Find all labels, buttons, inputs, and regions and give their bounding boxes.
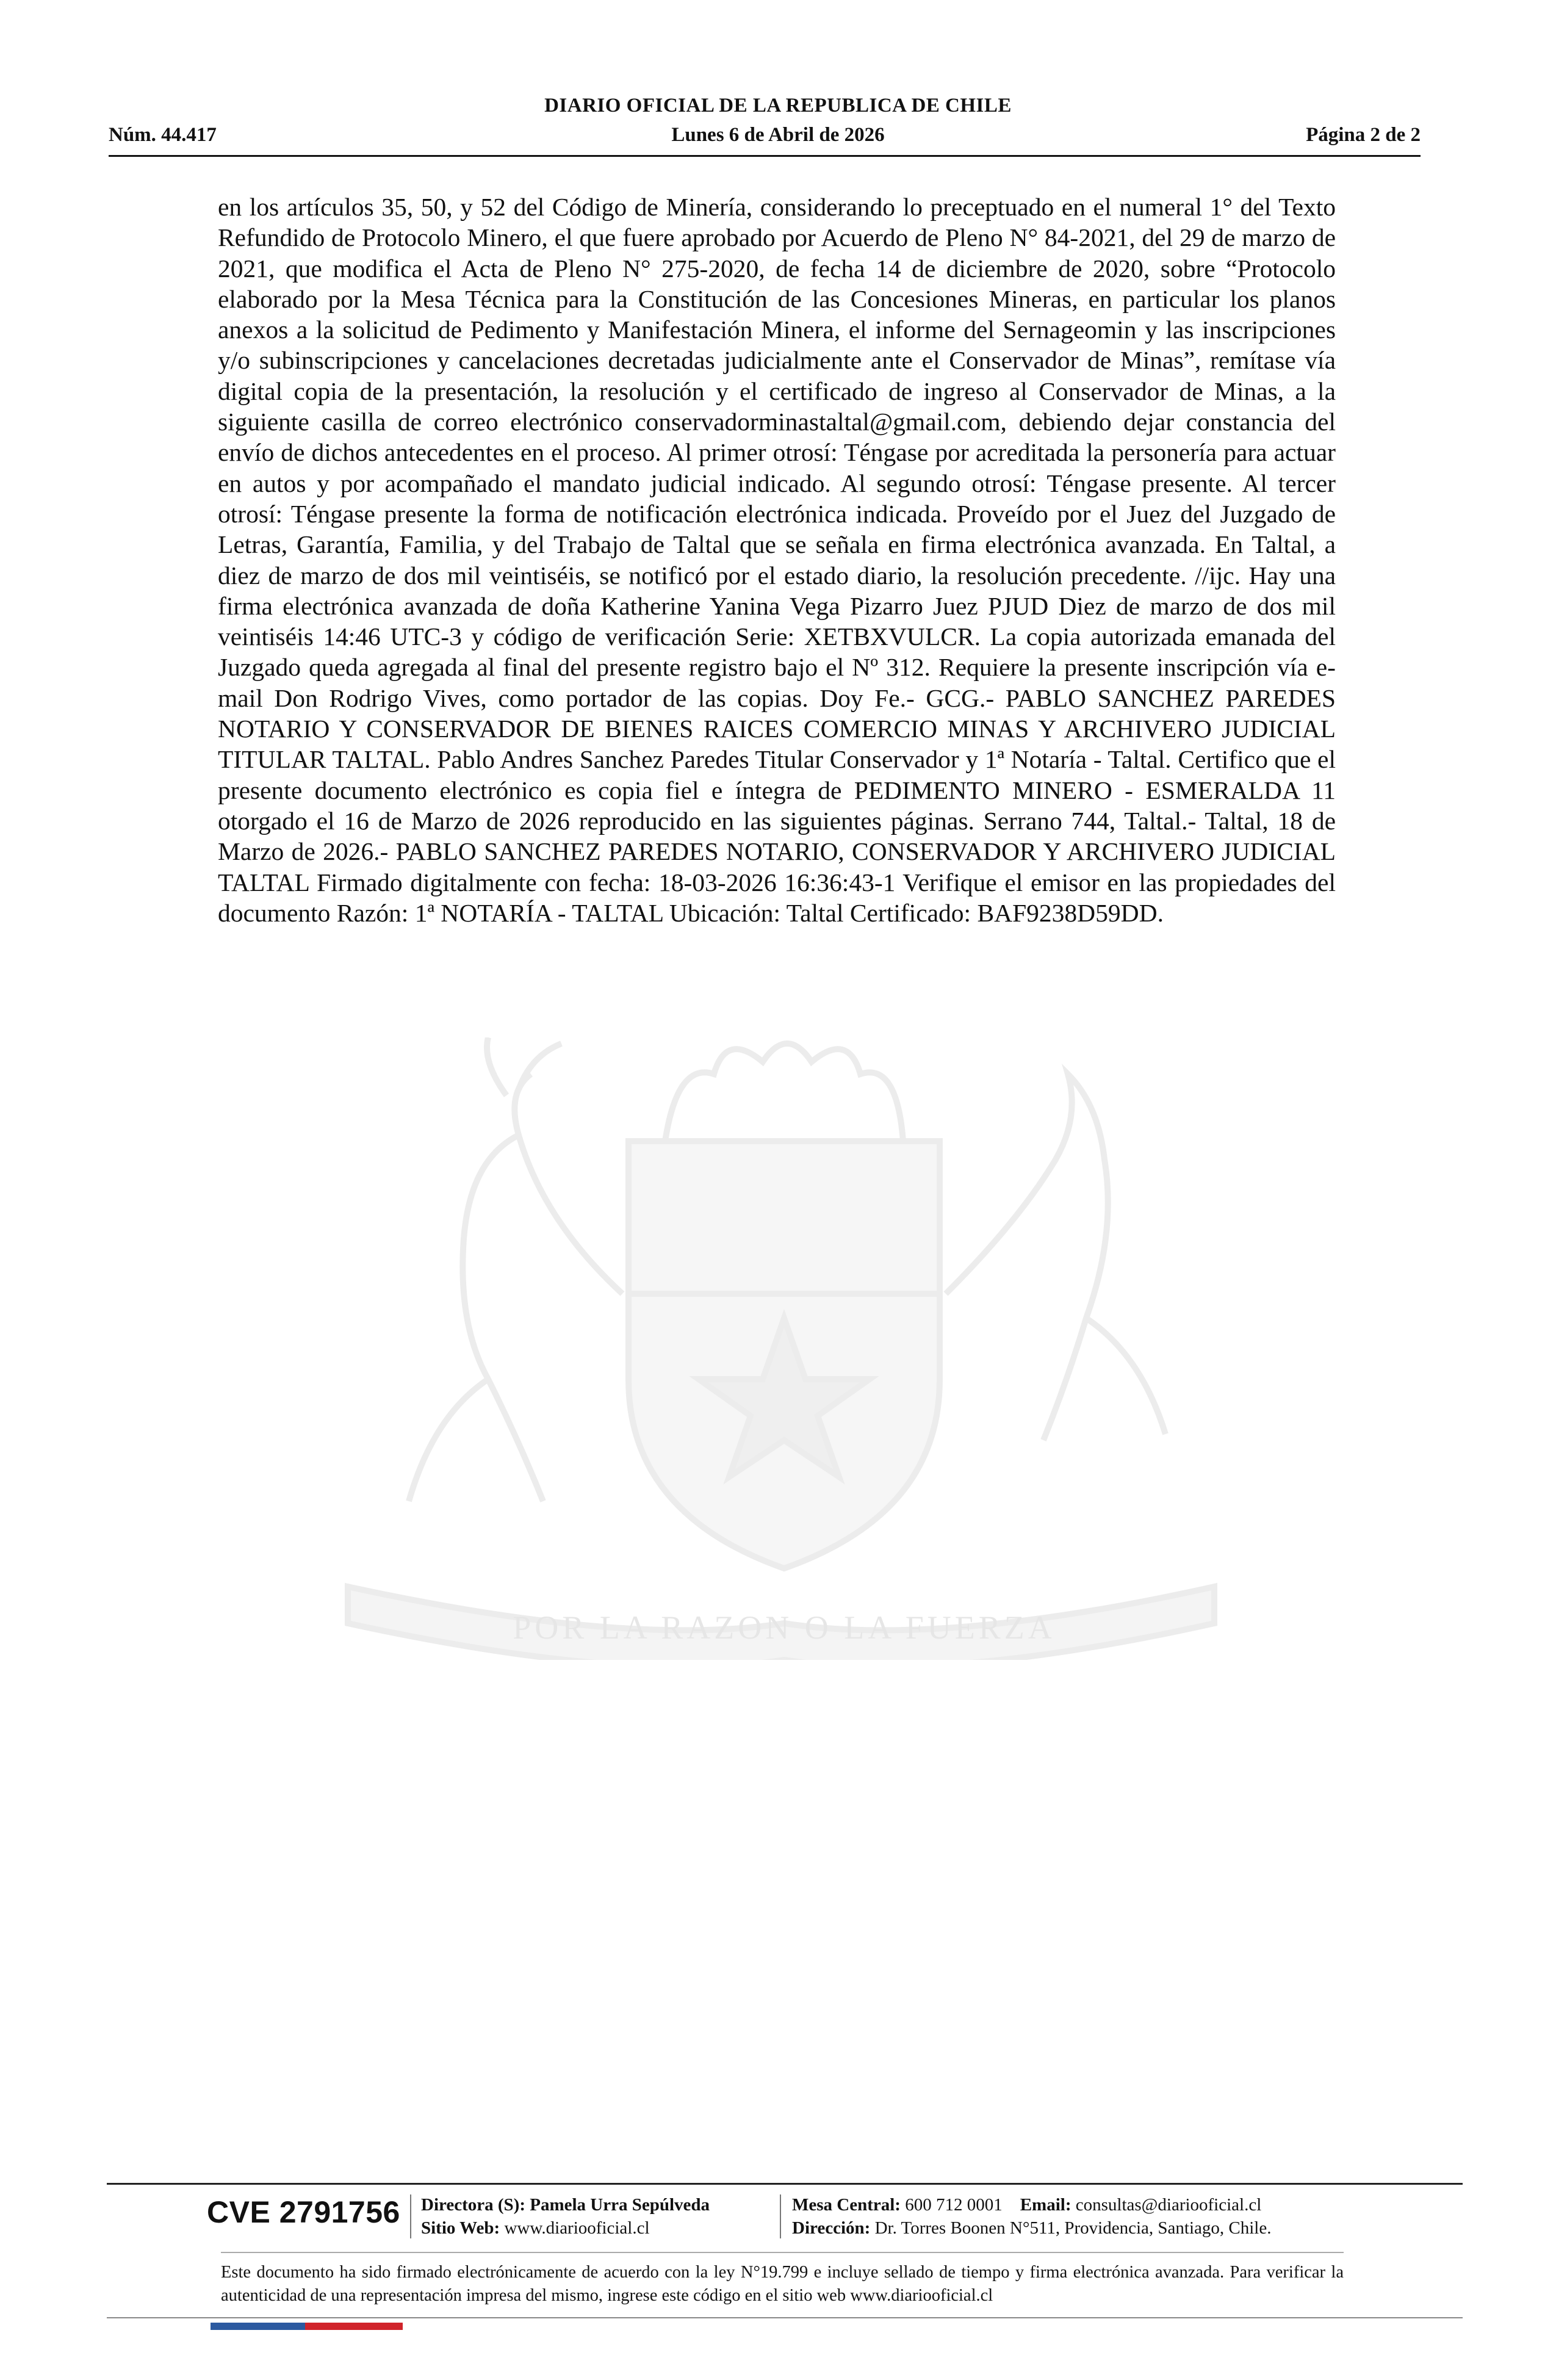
footer-separator xyxy=(410,2194,411,2238)
cve-code: CVE 2791756 xyxy=(207,2195,400,2229)
flag-red-segment xyxy=(305,2323,403,2330)
issue-date: Lunes 6 de Abril de 2026 xyxy=(671,124,885,146)
website-link[interactable]: www.diariooficial.cl xyxy=(504,2218,650,2238)
flag-blue-segment xyxy=(211,2323,305,2330)
footer-contact-right xyxy=(792,2193,1271,2240)
issue-number: Núm. 44.417 xyxy=(109,124,217,146)
mesa-central-label: Mesa Central: xyxy=(792,2195,901,2215)
email-link[interactable]: consultas@diariooficial.cl xyxy=(1075,2195,1262,2215)
footer-contact-left xyxy=(421,2193,710,2240)
page-indicator: Página 2 de 2 xyxy=(1306,124,1421,146)
chile-flag-stripe xyxy=(211,2323,403,2330)
header-divider xyxy=(109,155,1421,157)
direccion-value: Dr. Torres Boonen N°511, Providencia, Santiago, Chile. xyxy=(874,2218,1272,2238)
footer-separator xyxy=(780,2194,781,2238)
watermark-motto: POR LA RAZON O LA FUERZA xyxy=(513,1609,1056,1646)
newspaper-title: DIARIO OFICIAL DE LA REPUBLICA DE CHILE xyxy=(544,95,1012,117)
website-label: Sitio Web: xyxy=(421,2218,500,2238)
direccion-label: Dirección: xyxy=(792,2218,871,2238)
footer-divider-bottom xyxy=(107,2317,1463,2318)
directora-label: Directora (S): xyxy=(421,2195,525,2215)
directora-value: Pamela Urra Sepúlveda xyxy=(530,2195,710,2215)
mesa-central-value: 600 712 0001 xyxy=(905,2195,1003,2215)
footer-divider-mid xyxy=(221,2252,1344,2253)
email-label: Email: xyxy=(1020,2195,1072,2215)
footer-legal-note: Este documento ha sido firmado electrónicamente de acuerdo con la ley N°19.799 e incluye sellado de tiempo y firma electrónica avanzada. Para verificar la autenticidad de una representación impresa del mismo, ingrese este código en el sitio web www.diariooficial.cl xyxy=(221,2263,1344,2305)
coat-of-arms-watermark-icon xyxy=(201,1037,1361,1660)
footer-divider-top xyxy=(107,2183,1463,2185)
body-paragraph: en los artículos 35, 50, y 52 del Código de Minería, considerando lo preceptuado en el numeral 1° del Texto Refundido de Protocolo Minero, el que fuere aprobado por Acuerdo de Pleno N° 84-2021, del 29 de marzo de 2021, que modifica el Acta de Pleno N° 275-2020, de fecha 14 de diciembre de 2020, sobre “Protocolo elaborado por la Mesa Técnica para la Constitución de las Concesiones Mineras, en particular los planos anexos a la solicitud de Pedimento y Manifestación Minera, el informe del Sernageomin y las inscripciones y/o subinscripciones y cancelaciones decretadas judicialmente ante el Conservador de Minas”, remítase vía digital copia de la presentación, la resolución y el certificado de ingreso al Conservador de Minas, a la siguiente casilla de correo electrónico conservadorminastaltal@gmail.com, debiendo dejar constancia del envío de dichos antecedentes en el proceso. Al primer otrosí: Téngase por acreditada la personería para actuar en autos y por acompañado el mandato judicial indicado. Al segundo otrosí: Téngase presente. Al tercer otrosí: Téngase presente la forma de notificación electrónica indicada. Proveído por el Juez del Juzgado de Letras, Garantía, Familia, y del Trabajo de Taltal que se señala en firma electrónica avanzada. En Taltal, a diez de marzo de dos mil veintiséis, se notificó por el estado diario, la resolución precedente. //ijc. Hay una firma electrónica avanzada de doña Katherine Yanina Vega Pizarro Juez PJUD Diez de marzo de dos mil veintiséis 14:46 UTC-3 y código de verificación Serie: XETBXVULCR. La copia autorizada emanada del Juzgado queda agregada al final del presente registro bajo el Nº 312. Requiere la presente inscripción vía e-mail Don Rodrigo Vives, como portador de las copias. Doy Fe.- GCG.- PABLO SANCHEZ PAREDES NOTARIO Y CONSERVADOR DE BIENES RAICES COMERCIO MINAS Y ARCHIVERO JUDICIAL TITULAR TALTAL. Pablo Andres Sanchez Paredes Titular Conservador y 1ª Notaría - Taltal. Certifico que el presente documento electrónico es copia fiel e íntegra de PEDIMENTO MINERO - ESMERALDA 11 otorgado el 16 de Marzo de 2026 reproducido en las siguientes páginas. Serrano 744, Taltal.- Taltal, 18 de Marzo de 2026.- PABLO SANCHEZ PAREDES NOTARIO, CONSERVADOR Y ARCHIVERO JUDICIAL TALTAL Firmado digitalmente con fecha: 18-03-2026 16:36:43-1 Verifique el emisor en las propiedades del documento Razón: 1ª NOTARÍA - TALTAL Ubicación: Taltal Certificado: BAF9238D59DD. xyxy=(218,193,1336,927)
